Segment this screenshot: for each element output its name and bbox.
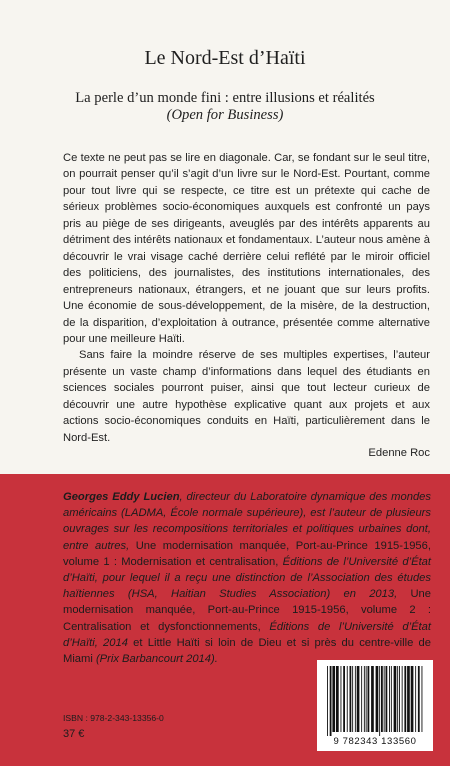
author-bio — [63, 489, 431, 667]
bio-part-5: Éditions de l’Université d’État d’Haïti, 2014 — [63, 620, 431, 649]
author-name: Georges Eddy Lucien — [63, 491, 180, 503]
bio-part-3: Éditions de l’Université d’État d’Haïti, pour lequel il a reçu une distinction de l’Association des études haïtiennes (HSA, Haitian Studies Association) en 2013, — [63, 555, 432, 601]
bio-part-6: et Little Haïti si loin de Dieu et si près du centre-ville de Miami — [63, 636, 431, 666]
barcode-bars — [321, 664, 429, 736]
signature: Edenne Roc — [368, 447, 430, 459]
isbn: ISBN : 978-2-343-13356-0 — [63, 713, 164, 723]
book-subtitle-italic: (Open for Business) — [166, 107, 284, 123]
barcode — [317, 660, 433, 751]
bio-part-4: Une modernisation manquée, Port-au-Prince 1915-1956, volume 2 : Centralisation et dysfonctionnements, — [63, 588, 431, 633]
bio-part-2: Une modernisation manquée, Port-au-Prince 1915-1956, volume 1 : Modernisation et centralisation, — [63, 539, 431, 568]
book-subtitle: La perle d’un monde fini : entre illusions et réalités — [75, 90, 375, 106]
price: 37 € — [63, 728, 85, 740]
barcode-number: 9 782343 133560 — [333, 736, 417, 747]
back-cover-text — [63, 150, 430, 446]
paragraph-2: Sans faire la moindre réserve de ses multiples expertises, l’auteur présente un vaste champ d’informations dans lequel des étudiants en sciences sociales pourront puiser, ainsi que tout lecteur curieux de découvrir une autre hypothèse explicative quant aux projets et aux actions socio-économiques conduits en Haïti, particulièrement dans le Nord-Est. — [63, 349, 430, 444]
paragraph-1: Ce texte ne peut pas se lire en diagonale. Car, se fondant sur le seul titre, on pourrait penser qu’il s’agit d’un livre sur le Nord-Est. Pourtant, comme pour tout livre qui se respecte, ce titre est un prétexte qui cache de sérieux problèmes socio-économiques auxquels est confronté un pays pris au piège de ses dirigeants, aveuglés par des intérêts apparents au détriment des intérêts nationaux et fondamentaux. L’auteur nous amène à découvrir le vrai visage caché derrière celui reflété par le miroir officiel des politiciens, des journalistes, des institutions internationales, des entrepreneurs nationaux, étrangers, et ne jouant que sur leurs profits. Une économie de sous-développement, de la misère, de la destruction, de la disparition, d’exploitation à outrance, présentée comme alternative pour une meilleure Haïti. — [63, 152, 430, 345]
book-title: Le Nord-Est d’Haïti — [144, 47, 306, 69]
bio-part-7: (Prix Barbancourt 2014). — [95, 653, 218, 666]
bio-part-1: , directeur du Laboratoire dynamique des mondes américains (LADMA, École normale supérieure), est l’auteur de plusieurs ouvrages sur les recompositions territoriales et politiques urbaines dont, entre autres, — [63, 491, 431, 552]
